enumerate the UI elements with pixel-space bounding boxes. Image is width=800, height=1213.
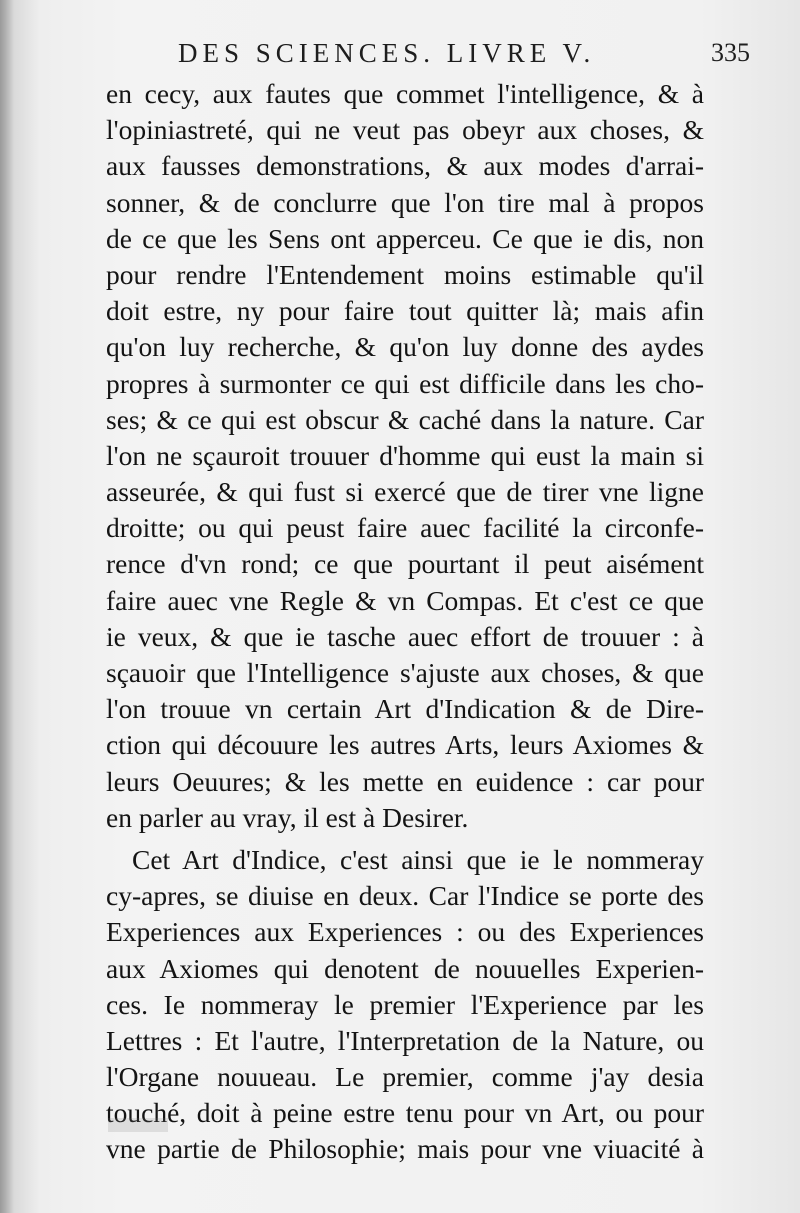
paragraph-2	[106, 842, 704, 1168]
text-line: doit estre, ny pour faire tout quitter là; mais afin	[106, 295, 704, 327]
text-line: touché, doit à peine estre tenu pour vn Art, ou pour	[106, 1097, 704, 1129]
text-line: Cet Art d'Indice, c'est ainsi que ie le nommeray	[132, 843, 704, 875]
text-line: l'opiniastreté, qui ne veut pas obeyr aux choses, &	[106, 114, 704, 146]
text-line: sonner, & de conclurre que l'on tire mal à propos	[106, 186, 704, 218]
text-line: aux fausses demonstrations, & aux modes d'arrai-	[106, 150, 704, 182]
text-line: rence d'vn rond; ce que pourtant il peut aisément	[106, 548, 704, 580]
paragraph-1	[106, 76, 704, 836]
show-through-smudge	[108, 1118, 168, 1132]
text-line: propres à surmonter ce qui est difficile dans les cho-	[106, 367, 704, 399]
page-number: 335	[711, 38, 750, 67]
text-line: ces. Ie nommeray le premier l'Experience par les	[106, 988, 704, 1020]
text-line: l'on trouue vn certain Art d'Indication & de Dire-	[106, 693, 704, 725]
text-line: ses; & ce qui est obscur & caché dans la nature. Car	[106, 403, 704, 435]
text-line: en parler au vray, il est à Desirer.	[106, 801, 469, 833]
text-line: qu'on luy recherche, & qu'on luy donne des aydes	[106, 331, 704, 363]
text-line: ction qui découure les autres Arts, leurs Axiomes &	[106, 729, 704, 761]
text-line: faire auec vne Regle & vn Compas. Et c'est ce que	[106, 584, 704, 616]
body-text	[106, 76, 704, 1168]
running-head	[178, 34, 760, 74]
text-line: aux Axiomes qui denotent de nouuelles Experien-	[106, 952, 704, 984]
text-line: droitte; ou qui peust faire auec facilité la circonfe-	[106, 512, 704, 544]
text-line: pour rendre l'Entendement moins estimable qu'il	[106, 258, 704, 290]
text-line: leurs Oeuures; & les mette en euidence : car pour	[106, 765, 704, 797]
text-line: de ce que les Sens ont apperceu. Ce que ie dis, non	[106, 222, 704, 254]
text-line: cy-apres, se diuise en deux. Car l'Indice se porte des	[106, 880, 704, 912]
text-line: l'Organe nouueau. Le premier, comme j'ay desia	[106, 1061, 704, 1093]
text-line: en cecy, aux fautes que commet l'intelligence, & à	[106, 78, 704, 109]
text-line: sçauoir que l'Intelligence s'ajuste aux choses, & que	[106, 657, 704, 688]
text-line: l'on ne sçauroit trouuer d'homme qui eust la main si	[106, 439, 704, 471]
text-line: Lettres : Et l'autre, l'Interpretation de la Nature, ou	[106, 1024, 704, 1056]
page-gutter-shadow	[0, 0, 14, 1213]
text-line: Experiences aux Experiences : ou des Experiences	[106, 916, 704, 948]
text-line: ie veux, & que ie tasche auec effort de trouuer : à	[106, 620, 704, 652]
text-line: asseurée, & qui fust si exercé que de tirer vne ligne	[106, 476, 704, 508]
running-head-title: DES SCIENCES. LIVRE V.	[178, 38, 596, 68]
text-line: vne partie de Philosophie; mais pour vne viuacité à	[106, 1133, 704, 1165]
